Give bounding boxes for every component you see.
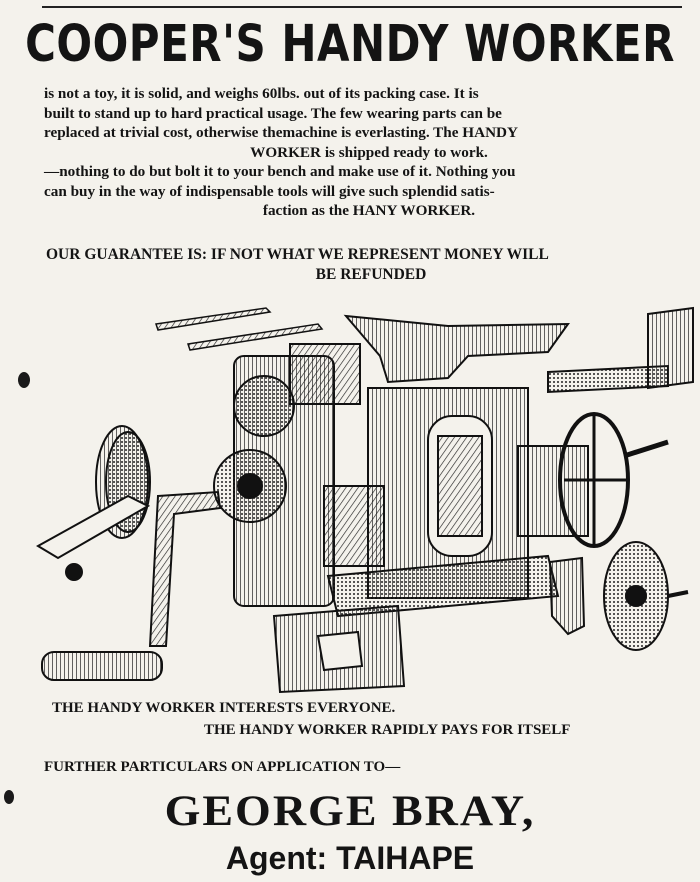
guarantee-line: BE REFUNDED	[315, 266, 427, 283]
body-line: can buy in the way of indispensable tools will give such splendid satis-	[44, 182, 495, 200]
caption-particulars: FURTHER PARTICULARS ON APPLICATION TO—	[44, 759, 401, 775]
body-line: —nothing to do but bolt it to your bench and make use of it. Nothing you	[44, 163, 516, 180]
saw-wheel	[604, 542, 688, 650]
planer-box	[274, 606, 404, 692]
caption-interests: THE HANDY WORKER INTERESTS EVERYONE.	[52, 700, 396, 716]
caption-pays: THE HANDY WORKER RAPIDLY PAYS FOR ITSELF	[204, 722, 571, 738]
anvil	[346, 316, 568, 382]
body-line: is not a toy, it is solid, and weighs 60lbs. out of its packing case. It is	[44, 85, 479, 102]
body-line: WORKER is shipped ready to work.	[250, 143, 488, 161]
agent-location: Agent: TAIHAPE	[225, 840, 475, 876]
ink-speck	[18, 372, 30, 388]
clamp-piece	[550, 558, 584, 634]
ink-speck	[4, 790, 14, 804]
hand-wheel	[518, 414, 668, 546]
top-rule	[42, 6, 682, 8]
body-line: built to stand up to hard practical usage. The few wearing parts can be	[44, 104, 502, 122]
agent-name: GEORGE BRAY,	[164, 786, 536, 835]
guarantee-line: OUR GUARANTEE IS: IF NOT WHAT WE REPRESENT MONEY WILL	[46, 246, 549, 263]
tool-rest	[548, 308, 693, 392]
grinding-wheel	[38, 426, 150, 580]
body-line: faction as the HANY WORKER.	[262, 202, 476, 219]
machine-illustration	[28, 296, 696, 696]
guarantee	[46, 245, 696, 285]
body-line: replaced at trivial cost, otherwise themachine is everlasting. The HANDY	[44, 124, 518, 141]
body-copy	[44, 84, 694, 221]
headline: COOPER'S HANDY WORKER	[25, 14, 675, 73]
